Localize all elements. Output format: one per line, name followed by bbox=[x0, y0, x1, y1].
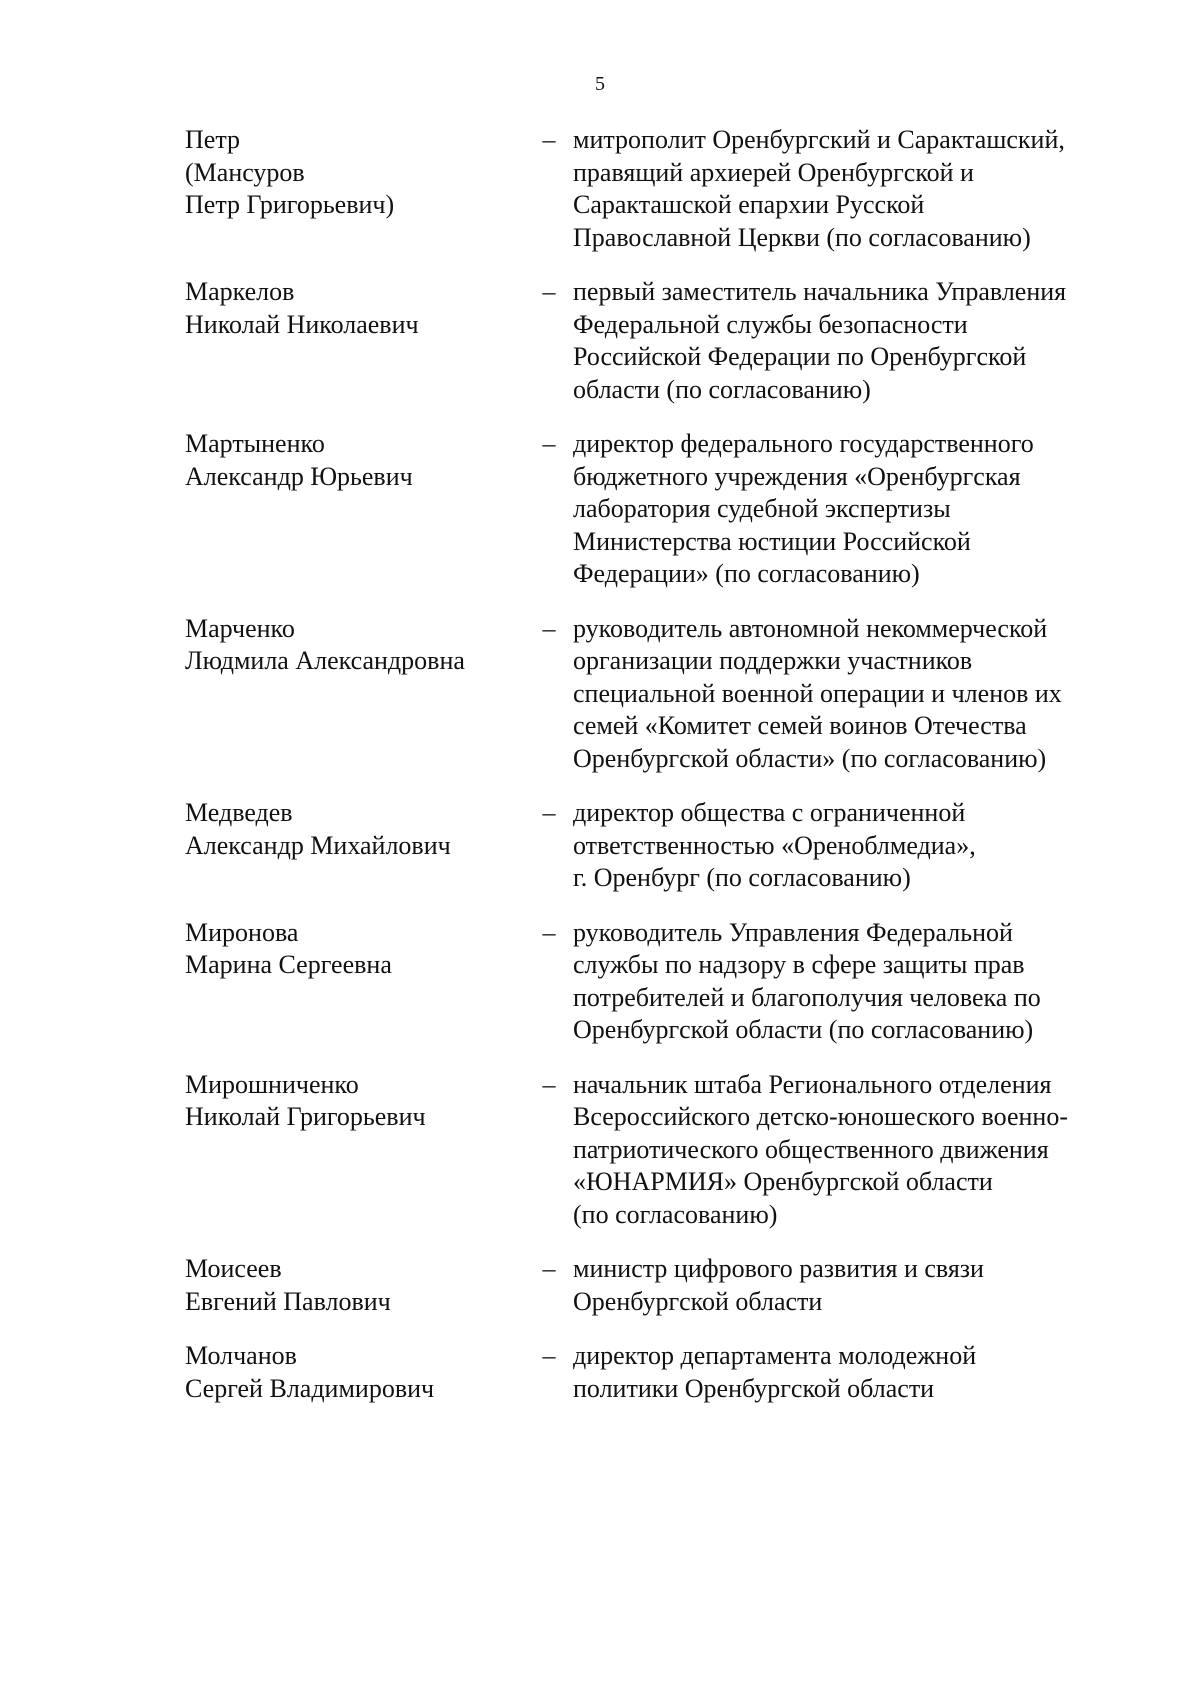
name-line: Николай Николаевич bbox=[185, 309, 419, 339]
dash-separator: – bbox=[542, 277, 556, 306]
name-line: Марина Сергеевна bbox=[185, 950, 392, 979]
list-item bbox=[185, 276, 1125, 406]
list-item bbox=[185, 1069, 1125, 1232]
member-name bbox=[185, 613, 525, 678]
member-list bbox=[185, 124, 1125, 1405]
member-name bbox=[185, 917, 525, 982]
position-line: Православной Церкви (по согласованию) bbox=[573, 222, 1031, 252]
name-line: Молчанов bbox=[185, 1341, 297, 1370]
name-line: Петр bbox=[185, 125, 240, 154]
page-number: 5 bbox=[595, 73, 605, 95]
name-line: Сергей Владимирович bbox=[185, 1373, 435, 1403]
list-item bbox=[185, 124, 1125, 254]
position-line: «ЮНАРМИЯ» Оренбургской области bbox=[573, 1167, 993, 1196]
dash-separator: – bbox=[542, 1254, 556, 1283]
position-line: (по согласованию) bbox=[573, 1199, 778, 1229]
position-line: Оренбургской области» (по согласованию) bbox=[573, 743, 1047, 773]
name-line: Мирошниченко bbox=[185, 1069, 359, 1099]
member-name bbox=[185, 1253, 525, 1318]
list-item bbox=[185, 428, 1125, 591]
position-line: специальной военной операции и членов их bbox=[573, 678, 1062, 708]
member-position bbox=[573, 613, 1123, 776]
position-line: организации поддержки участников bbox=[573, 646, 973, 675]
dash-separator: – bbox=[542, 429, 556, 458]
position-line: Саракташской епархии Русской bbox=[573, 190, 925, 219]
position-line: директор федерального государственного bbox=[573, 429, 1034, 458]
name-line: Евгений Павлович bbox=[185, 1286, 391, 1316]
dash-separator: – bbox=[542, 1069, 556, 1099]
position-line: правящий архиерей Оренбургской и bbox=[573, 157, 974, 187]
name-line: Людмила Александровна bbox=[185, 646, 465, 675]
name-line: Александр Юрьевич bbox=[185, 461, 413, 491]
member-position bbox=[573, 1253, 1123, 1318]
name-line: (Мансуров bbox=[185, 157, 305, 187]
member-name bbox=[185, 124, 525, 222]
position-line: потребителей и благополучия человека по bbox=[573, 982, 1041, 1012]
dash-separator: – bbox=[542, 917, 556, 947]
dash-separator: – bbox=[542, 613, 556, 643]
name-line: Медведев bbox=[185, 798, 293, 827]
position-line: министр цифрового развития и связи bbox=[573, 1254, 984, 1283]
position-line: первый заместитель начальника Управления bbox=[573, 277, 1067, 306]
position-line: г. Оренбург (по согласованию) bbox=[573, 863, 911, 892]
name-line: Мартыненко bbox=[185, 429, 325, 458]
name-line: Моисеев bbox=[185, 1254, 282, 1283]
position-line: лаборатория судебной экспертизы bbox=[573, 494, 951, 523]
member-position bbox=[573, 1340, 1123, 1405]
position-line: начальник штаба Регионального отделения bbox=[573, 1069, 1052, 1099]
member-name bbox=[185, 276, 525, 341]
position-line: Оренбургской области bbox=[573, 1286, 823, 1316]
position-line: руководитель Управления Федеральной bbox=[573, 917, 1013, 947]
position-line: патриотического общественного движения bbox=[573, 1134, 1049, 1164]
dash-separator: – bbox=[542, 798, 556, 827]
member-name bbox=[185, 428, 525, 493]
name-line: Николай Григорьевич bbox=[185, 1102, 426, 1131]
position-line: Российской Федерации по Оренбургской bbox=[573, 342, 1027, 371]
position-line: митрополит Оренбургский и Саракташский, bbox=[573, 125, 1065, 154]
name-line: Маркелов bbox=[185, 277, 295, 306]
position-line: Оренбургской области (по согласованию) bbox=[573, 1015, 1034, 1044]
member-position bbox=[573, 917, 1123, 1047]
position-line: Федерации» (по согласованию) bbox=[573, 559, 920, 588]
position-line: области (по согласованию) bbox=[573, 374, 871, 404]
position-line: ответственностью «Ореноблмедиа», bbox=[573, 830, 976, 860]
position-line: бюджетного учреждения «Оренбургская bbox=[573, 461, 1021, 491]
dash-separator: – bbox=[542, 125, 556, 154]
name-line: Петр Григорьевич) bbox=[185, 190, 395, 219]
name-line: Александр Михайлович bbox=[185, 830, 451, 860]
name-line: Миронова bbox=[185, 917, 299, 947]
list-item bbox=[185, 1253, 1125, 1318]
member-name bbox=[185, 797, 525, 862]
member-name bbox=[185, 1069, 525, 1134]
member-position bbox=[573, 1069, 1123, 1232]
dash-separator: – bbox=[542, 1341, 556, 1370]
position-line: семей «Комитет семей воинов Отечества bbox=[573, 711, 1027, 740]
position-line: службы по надзору в сфере защиты прав bbox=[573, 950, 1025, 979]
member-position bbox=[573, 276, 1123, 406]
position-line: директор департамента молодежной bbox=[573, 1341, 977, 1370]
position-line: директор общества с ограниченной bbox=[573, 798, 966, 827]
member-name bbox=[185, 1340, 525, 1405]
position-line: политики Оренбургской области bbox=[573, 1373, 935, 1403]
list-item bbox=[185, 613, 1125, 776]
position-line: Министерства юстиции Российской bbox=[573, 526, 971, 556]
member-position bbox=[573, 124, 1123, 254]
position-line: руководитель автономной некоммерческой bbox=[573, 613, 1048, 643]
list-item bbox=[185, 917, 1125, 1047]
position-line: Федеральной службы безопасности bbox=[573, 309, 968, 339]
position-line: Всероссийского детско-юношеского военно- bbox=[573, 1102, 1068, 1131]
name-line: Марченко bbox=[185, 613, 295, 643]
list-item bbox=[185, 797, 1125, 895]
list-item bbox=[185, 1340, 1125, 1405]
member-position bbox=[573, 797, 1123, 895]
member-position bbox=[573, 428, 1123, 591]
